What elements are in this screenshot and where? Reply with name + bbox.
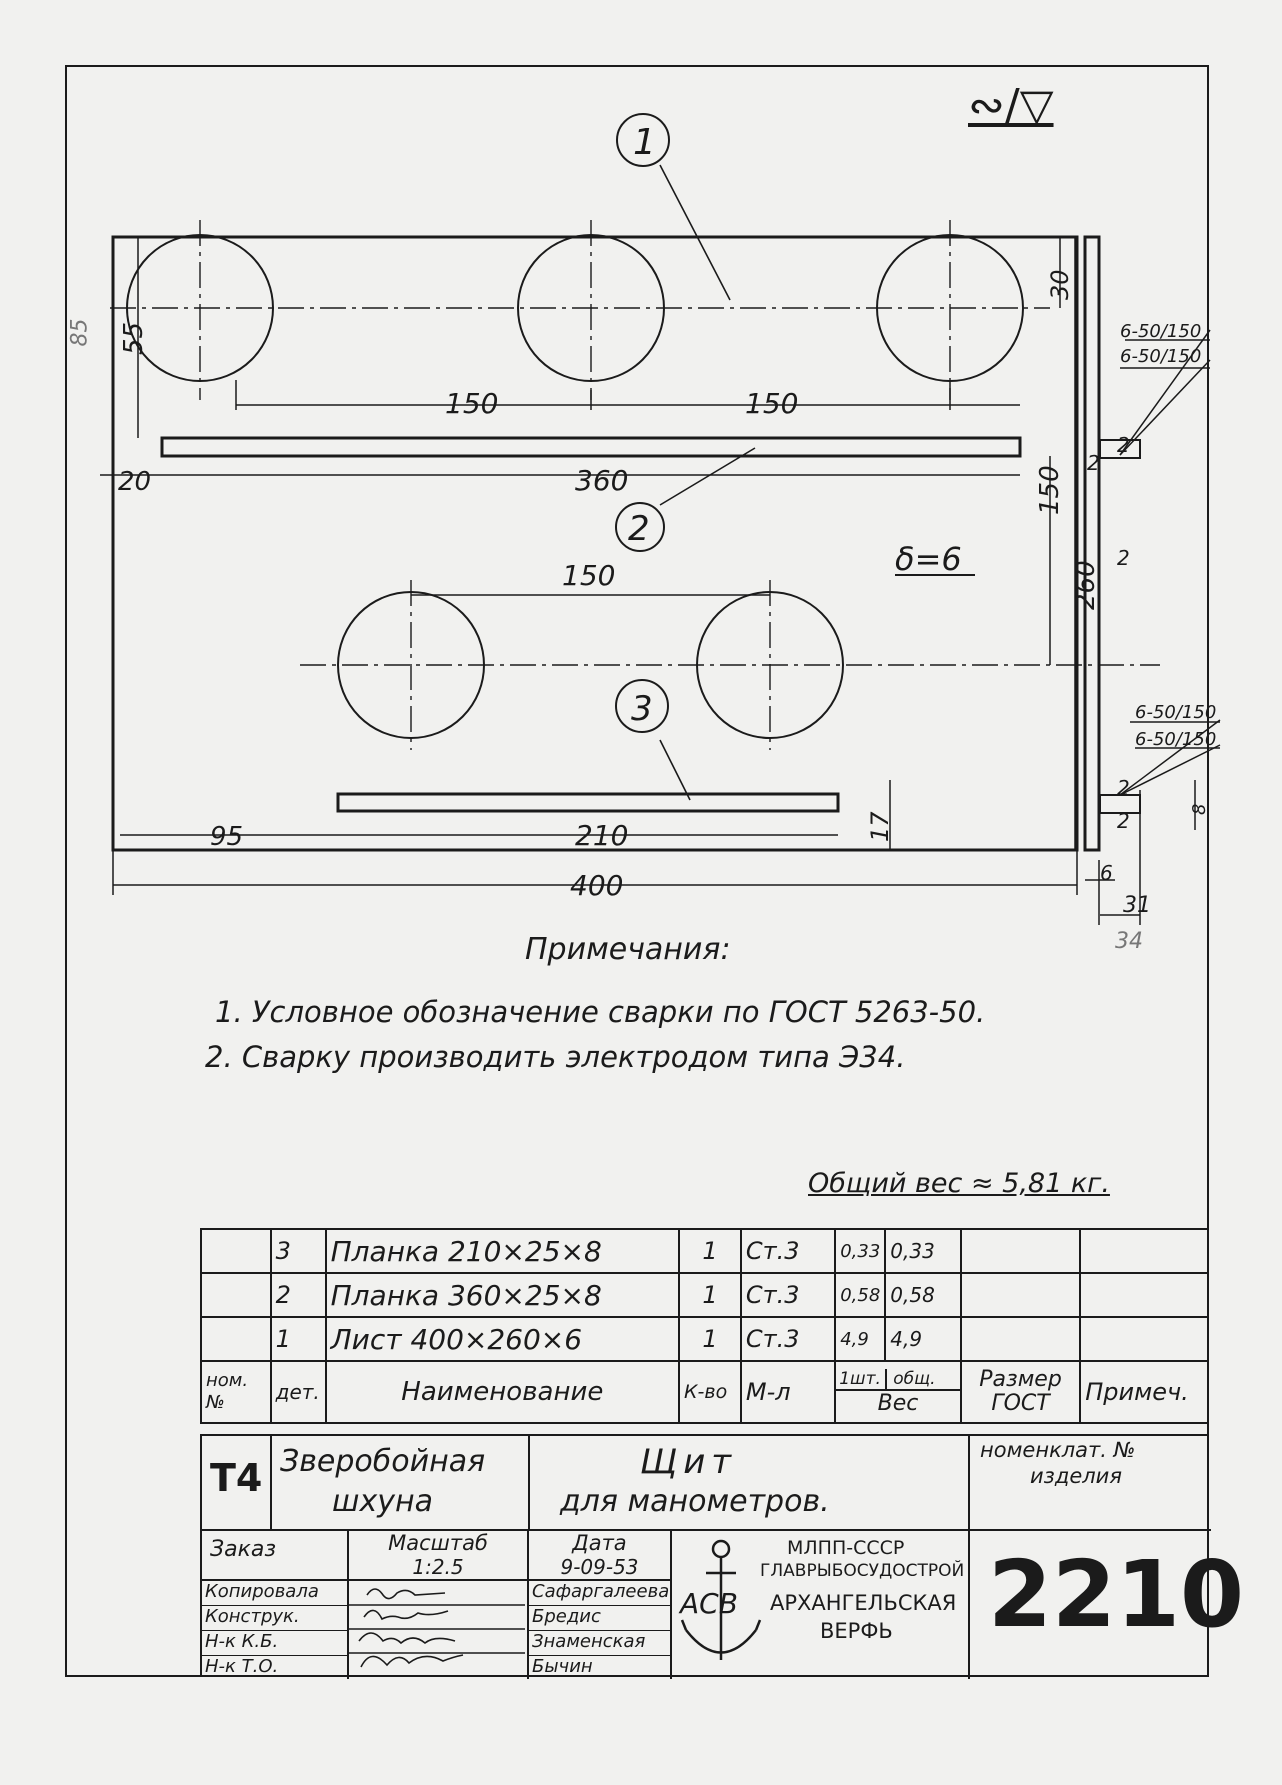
order-label: Заказ	[210, 1537, 277, 1562]
side-view	[1085, 237, 1099, 850]
org-shipyard-2: ВЕРФЬ	[820, 1619, 893, 1643]
part-weight-total: 0,33	[885, 1229, 961, 1273]
ship-type-2: шхуна	[332, 1484, 433, 1519]
dim-55: 55	[119, 321, 149, 355]
part-weight-unit: 4,9	[835, 1317, 885, 1361]
dim-34: 34	[1115, 929, 1143, 954]
part-weight-total: 4,9	[885, 1317, 961, 1361]
name-head-to: Бычин	[532, 1656, 593, 1677]
part-no: 1	[271, 1317, 326, 1361]
part-qty: 1	[679, 1317, 741, 1361]
dim-150-b: 150	[745, 387, 799, 420]
part-weight-total: 0,58	[885, 1273, 961, 1317]
dim-17: 17	[866, 811, 894, 842]
item-name-1: Щит	[640, 1442, 738, 1482]
header-gost: ГОСТ	[991, 1391, 1050, 1416]
date-label: Дата	[572, 1531, 627, 1555]
part-weight-unit: 0,58	[835, 1273, 885, 1317]
part-name: Планка 210×25×8	[326, 1229, 679, 1273]
header-nom-sign: №	[206, 1392, 225, 1413]
signatures	[349, 1581, 525, 1679]
weld-size-3: 2	[1117, 546, 1130, 570]
role-head-to: Н-к Т.О.	[205, 1656, 279, 1677]
note-2: 2. Сварку производить электродом типа Э34.	[205, 1040, 906, 1074]
weld-size-5: 2	[1117, 809, 1130, 833]
item-name-2: для манометров.	[560, 1484, 830, 1519]
margin-mark: 85	[67, 318, 93, 347]
weld-mark-1: 6-50/150	[1120, 321, 1202, 342]
parts-table	[200, 1228, 1209, 1424]
logo-letters: АСВ	[680, 1587, 738, 1620]
project-code: Т4	[210, 1456, 263, 1500]
weld-size-1: 2	[1087, 451, 1100, 475]
header-weight-unit: 1шт.	[836, 1369, 887, 1389]
name-designer: Бредис	[529, 1606, 670, 1631]
part-row	[201, 1273, 1208, 1317]
parts-header-row	[201, 1361, 1208, 1423]
header-weight: Вес	[877, 1390, 919, 1416]
org-shipyard-1: АРХАНГЕЛЬСКАЯ	[770, 1591, 957, 1615]
note-1: 1. Условное обозначение сварки по ГОСТ 5263-50.	[215, 995, 986, 1029]
part-name: Планка 360×25×8	[326, 1273, 679, 1317]
part-weight-unit: 0,33	[835, 1229, 885, 1273]
part-no: 2	[271, 1273, 326, 1317]
drawing-number: 2210	[988, 1541, 1245, 1648]
scale-value: 1:2.5	[412, 1555, 464, 1579]
dim-260: 260	[1071, 560, 1101, 610]
weld-mark-3: 6-50/150	[1135, 702, 1217, 723]
part-row	[201, 1317, 1208, 1361]
dim-400: 400	[570, 869, 624, 902]
nomenclature-1: номенклат. №	[980, 1438, 1136, 1462]
header-det: дет.	[271, 1361, 326, 1423]
signatures-column	[349, 1581, 529, 1679]
header-qty: К-во	[679, 1361, 741, 1423]
dim-150-a: 150	[445, 387, 499, 420]
notes-title: Примечания:	[525, 932, 731, 967]
header-name: Наименование	[326, 1361, 679, 1423]
part-qty: 1	[679, 1273, 741, 1317]
header-size: Размер	[979, 1367, 1062, 1392]
dim-20: 20	[118, 467, 152, 497]
weld-size-4: 2	[1117, 776, 1130, 800]
callout-3-label: 3	[631, 689, 653, 729]
dim-210: 210	[575, 819, 629, 852]
dim-95: 95	[210, 822, 244, 852]
dim-360: 360	[575, 464, 629, 497]
dim-6: 6	[1100, 861, 1113, 885]
bar-360	[162, 438, 1020, 456]
thickness-label: δ=6	[895, 540, 962, 578]
callout-1-label: 1	[633, 122, 656, 163]
nomenclature-2: изделия	[1030, 1464, 1122, 1488]
role-designer: Конструк.	[202, 1606, 347, 1631]
dim-150-vertical: 150	[1035, 465, 1065, 515]
weld-mark-2: 6-50/150	[1120, 346, 1202, 367]
dim-8: 8	[1189, 803, 1210, 815]
scale-label: Масштаб	[388, 1531, 488, 1555]
role-copied: Копировала	[202, 1581, 347, 1606]
part-material: Ст.3	[741, 1273, 835, 1317]
ship-type-1: Зверобойная	[280, 1444, 486, 1479]
total-weight: Общий вес ≈ 5,81 кг.	[808, 1168, 1110, 1199]
header-note: Примеч.	[1080, 1361, 1208, 1423]
header-weight-total: общ.	[893, 1368, 936, 1389]
part-no: 3	[271, 1229, 326, 1273]
org-glavk: ГЛАВРЫБОСУДОСТРОЙ	[760, 1561, 965, 1581]
dim-150-c: 150	[562, 559, 616, 592]
title-block	[200, 1434, 1245, 1677]
header-material: М-л	[741, 1361, 835, 1423]
name-head-kb: Знаменская	[529, 1631, 670, 1656]
date-value: 9-09-53	[560, 1555, 639, 1579]
header-nom: ном.	[206, 1370, 249, 1391]
part-material: Ст.3	[741, 1229, 835, 1273]
anchor-logo	[676, 1535, 766, 1675]
weld-mark-4: 6-50/150	[1135, 729, 1217, 750]
part-qty: 1	[679, 1229, 741, 1273]
weld-size-2: 2	[1117, 433, 1130, 457]
dim-30: 30	[1046, 269, 1074, 300]
name-copied: Сафаргалеева	[529, 1581, 670, 1606]
bar-210	[338, 794, 838, 811]
part-row	[201, 1229, 1208, 1273]
roughness-mark: ∾/▽	[968, 80, 1054, 131]
part-name: Лист 400×260×6	[326, 1317, 679, 1361]
part-material: Ст.3	[741, 1317, 835, 1361]
org-ministry: МЛПП-СССР	[787, 1537, 905, 1559]
callout-2-label: 2	[628, 509, 650, 549]
role-head-kb: Н-к К.Б.	[202, 1631, 347, 1656]
dim-31: 31	[1123, 893, 1151, 918]
